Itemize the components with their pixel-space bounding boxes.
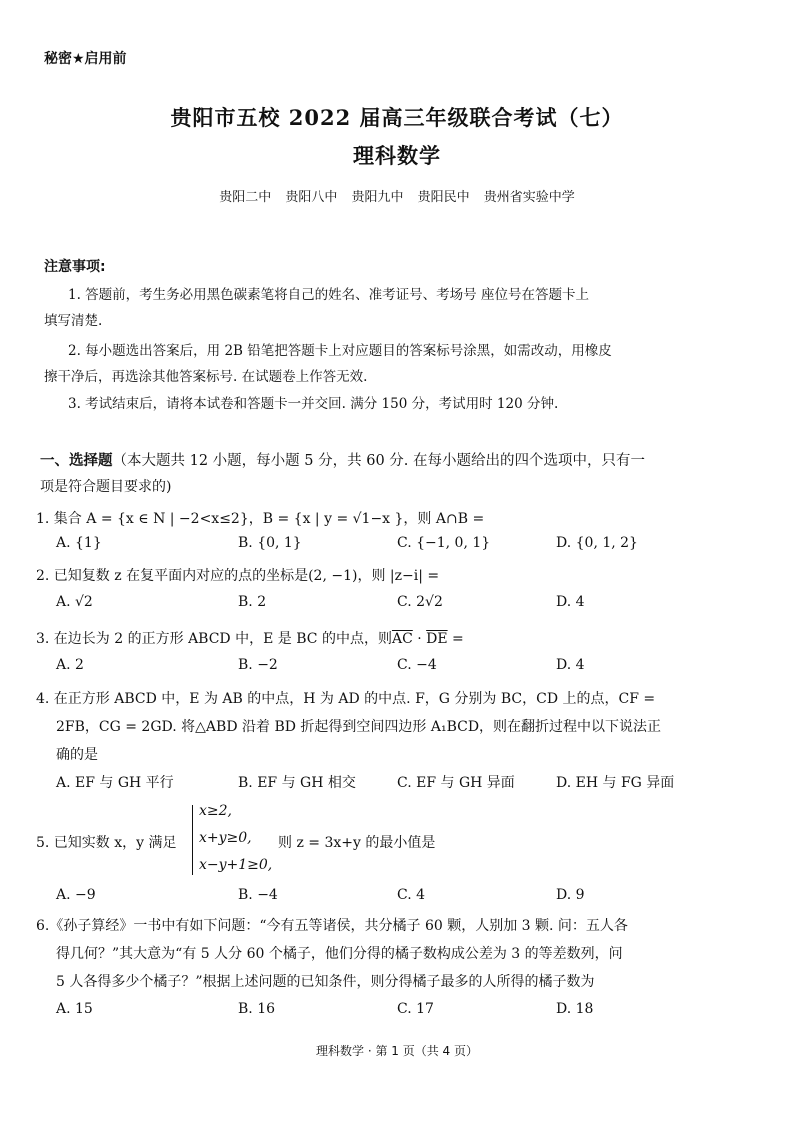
notice-item-2-cont: 擦干净后，再选涂其他答案标号. 在试题卷上作答无效. [44,369,368,385]
question-5-stem: 5. 已知实数 x，y 满足 [36,835,177,851]
question-3-stem [36,628,464,648]
page-footer: 理科数学 · 第 1 页（共 4 页） [316,1044,478,1058]
question-4-line-2: 2FB，CG = 2GD. 将△ABD 沿着 BD 折起得到空间四边形 A₁BCD，则在翻折过程中以下说法正 [56,719,662,735]
dot-operator: · [412,631,427,647]
question-5-option-d: D. 9 [556,887,585,903]
constraint-1: x≥2, [199,803,232,819]
question-2-option-b: B. 2 [238,594,267,610]
question-5-option-c: C. 4 [397,887,426,903]
question-4-line-1: 4. 在正方形 ABCD 中，E 为 AB 的中点，H 为 AD 的中点. F，G 分别为 BC，CD 上的点，CF = [36,691,656,707]
question-2-option-c: C. 2√2 [397,594,443,610]
question-3-option-d: D. 4 [556,657,585,673]
question-3-option-c: C. −4 [397,657,437,673]
notice-item-3: 3. 考试结束后，请将本试卷和答题卡一并交回. 满分 150 分，考试用时 120 分钟. [68,396,559,412]
question-3-option-a: A. 2 [56,657,84,673]
question-3-text: 3. 在边长为 2 的正方形 ABCD 中，E 是 BC 的中点，则 [36,631,392,647]
question-6-option-d: D. 18 [556,1001,594,1017]
system-brace [192,805,199,875]
constraint-2: x+y≥0, [199,830,252,846]
vector-ac: $\overline{AC}$ [391,631,413,647]
vector-de: $\overline{DE}$ [426,631,448,647]
question-6-option-b: B. 16 [238,1001,276,1017]
school-list: 贵阳二中 贵阳八中 贵阳九中 贵阳民中 贵州省实验中学 [219,190,575,205]
question-6-option-a: A. 15 [56,1001,93,1017]
question-2-stem: 2. 已知复数 z 在复平面内对应的点的坐标是(2, −1)，则 |z−i| = [36,568,440,584]
question-1-option-b: B. {0, 1} [238,535,302,551]
question-6-line-1: 6.《孙子算经》一书中有如下问题：“今有五等诸侯，共分橘子 60 颗，人别加 3 颗. 问：五人各 [36,918,628,934]
question-6-option-c: C. 17 [397,1001,434,1017]
section-desc: （本大题共 12 小题，每小题 5 分，共 60 分. 在每小题给出的四个选项中，只有一 [112,453,645,469]
constraint-3: x−y+1≥0, [199,857,273,873]
question-4-option-c: C. EF 与 GH 异面 [397,775,515,791]
question-4-option-b: B. EF 与 GH 相交 [238,775,356,791]
notice-item-1-cont: 填写清楚. [44,313,103,329]
question-3-tail: = [447,631,464,647]
notice-heading: 注意事项: [44,259,106,275]
question-4-option-a: A. EF 与 GH 平行 [56,775,174,791]
exam-title: 贵阳市五校 2022 届高三年级联合考试（七） [170,105,624,130]
question-6-line-2: 得几何？”其大意为“有 5 人分 60 个橘子，他们分得的橘子数构成公差为 3 的等差数列，问 [56,946,623,962]
question-2-option-a: A. √2 [56,594,93,610]
question-5-option-b: B. −4 [238,887,278,903]
question-2-option-d: D. 4 [556,594,585,610]
secret-label: 秘密★启用前 [44,51,127,67]
section-desc-cont: 项是符合题目要求的) [40,479,172,495]
question-1-stem: 1. 集合 A = {x ∈ N | −2<x≤2}，B = {x | y = √1−x }，则 A∩B = [36,511,485,527]
section-heading [40,449,645,470]
question-4-option-d: D. EH 与 FG 异面 [556,775,675,791]
question-1-option-d: D. {0, 1, 2} [556,535,638,551]
question-3-option-b: B. −2 [238,657,278,673]
question-1-option-a: A. {1} [56,535,102,551]
section-label: 一、选择题 [40,453,113,469]
question-5-objective: 则 z = 3x+y 的最小值是 [278,835,436,851]
notice-item-1: 1. 答题前，考生务必用黑色碳素笔将自己的姓名、准考证号、考场号 座位号在答题卡上 [68,287,589,303]
question-5-option-a: A. −9 [56,887,96,903]
question-6-line-3: 5 人各得多少个橘子？”根据上述问题的已知条件，则分得橘子最多的人所得的橘子数为 [56,974,595,990]
exam-subject: 理科数学 [353,143,441,168]
question-1-option-c: C. {−1, 0, 1} [397,535,491,551]
question-4-line-3: 确的是 [56,747,98,763]
notice-item-2: 2. 每小题选出答案后，用 2B 铅笔把答题卡上对应题目的答案标号涂黑，如需改动，用橡皮 [68,343,612,359]
